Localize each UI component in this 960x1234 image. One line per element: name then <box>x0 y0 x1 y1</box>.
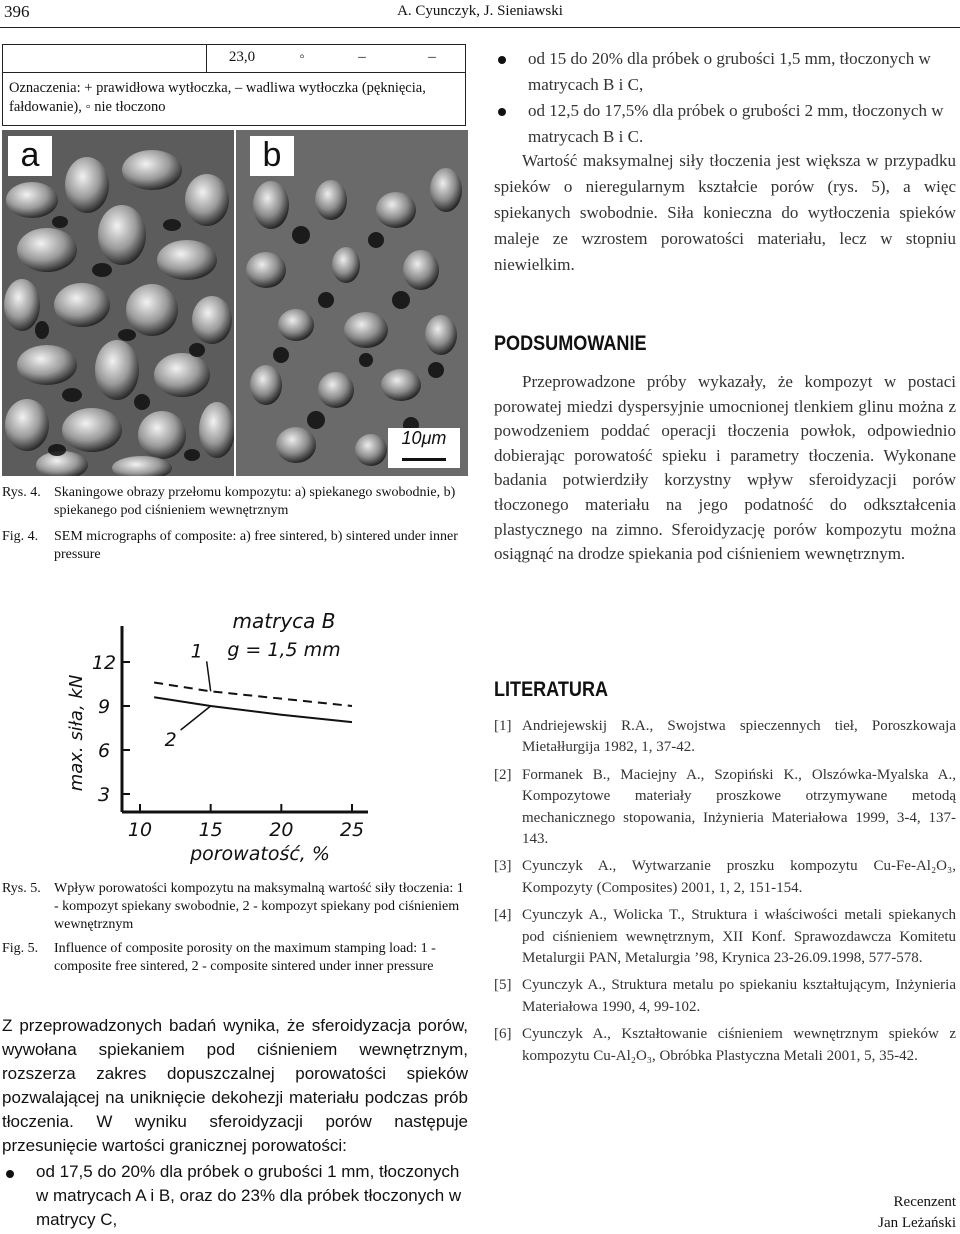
series-callout-line <box>181 706 211 730</box>
reference-list <box>494 716 956 1073</box>
table-legend-note: Oznaczenia: + prawidłowa wytłoczka, – wadliwa wytłoczka (pęknięcia, fałdowanie), ◦ nie tłoczono <box>9 80 426 115</box>
reference-item <box>494 856 956 899</box>
reference-text: Formanek B., Maciejny A., Szopiński K., Olszówka-Myalska A., Kompozytowe materiały proszkowe otrzymywane metodą mechanicznego stopowania, Inżynieria Materiałowa 1999, 3-4, 137-143. <box>522 766 956 848</box>
list-item-text: od 12,5 do 17,5% dla próbek o grubości 2 mm, tłoczonych w matrycach B i C. <box>528 101 944 146</box>
y-tick-label: 3 <box>97 784 111 806</box>
reference-number: [1] <box>494 718 512 734</box>
list-item <box>2 1160 468 1232</box>
scale-label: 10μm <box>401 428 447 448</box>
y-tick-label: 12 <box>91 652 117 674</box>
reviewer-label: Recenzent <box>893 1194 956 1210</box>
reference-item <box>494 716 956 759</box>
reference-text: Cyunczyk A., Wytwarzanie proszku kompozytu Cu-Fe-Al₂O₃, Kompozyty (Composites) 2001, 1, 2, 151-154. <box>522 858 956 896</box>
figure4-caption-en <box>2 528 468 564</box>
page-header <box>0 0 960 28</box>
porosity-force-chart <box>40 598 380 870</box>
table-cell: ◦ <box>299 49 305 65</box>
caption-label: Rys. 4. <box>2 485 41 500</box>
y-tick-label: 9 <box>97 696 111 718</box>
bullet-dot-icon <box>498 108 506 116</box>
right-bullet-list <box>494 46 956 150</box>
sem-micrograph-b <box>236 130 468 476</box>
table-cell-empty <box>3 45 207 73</box>
series-callout-line <box>207 661 211 691</box>
left-paragraph: Z przeprowadzonych badań wynika, że sferoidyzacja porów, wywołana spiekaniem pod ciśnieniem wewnętrznym, rozszerza zakres dopuszczalnej porowatości spieków pozwalającej na uniknięcie dekohezji materiału podczas prób tłoczenia. W wyniku sferoidyzacji porów następuje przesunięcie wartości granicznej porowatości: <box>2 1016 468 1155</box>
reference-number: [5] <box>494 977 512 994</box>
reference-text: Cyunczyk A., Struktura metalu po spiekaniu kształtującym, Inżynieria Materiałowa 1990, 4, 99-102. <box>522 977 956 1015</box>
reviewer-name: Jan Leżański <box>878 1215 956 1231</box>
reference-text: Cyunczyk A., Wolicka T., Struktura i właściwości metali spiekanych pod ciśnieniem wewnętrznym, XII Konf. Sprawozdawcza Komitetu Metalurgii PAN, Metalurgia ’98, Krynica 23-26.09.1998, 577-578. <box>522 907 956 967</box>
series-line-2 <box>154 697 352 722</box>
section-heading-summary: PODSUMOWANIE <box>494 332 647 355</box>
x-tick-label: 10 <box>127 819 153 841</box>
summary-paragraph: Przeprowadzone próby wykazały, że kompozyt w postaci porowatej miedzi dyspersyjnie umocnionej tlenkiem glinu można z powodzeniem poddać operacji tłoczenia powłok, odpowiednio dobierając porowatość spieku i parametry tłoczenia. Wykonane badania potwierdziły korzystny wpływ sferoidyzacji porów tłoczonego materiału na jego podatność do odkształcenia plastycznego na zimno. Sferoidyzację porów kompozytu można osiągnąć na drodze spiekania pod ciśnieniem wewnętrznym. <box>494 372 956 564</box>
caption-text: Skaningowe obrazy przełomu kompozytu: a) spiekanego swobodnie, b) spiekanego pod ciśnieniem wewnętrznym <box>54 485 456 518</box>
caption-text: Wpływ porowatości kompozytu na maksymalną wartość siły tłoczenia: 1 - kompozyt spiekany swobodnie, 2 - kompozyt spiekany pod ciśnieniem wewnętrznym <box>54 881 464 932</box>
table-cell: 23,0 <box>228 49 256 65</box>
x-tick-label: 20 <box>269 819 294 841</box>
reference-number: [3] <box>494 858 512 875</box>
series-label: 2 <box>164 729 177 751</box>
reference-item <box>494 1024 956 1067</box>
x-tick-label: 15 <box>198 819 223 841</box>
reference-item <box>494 975 956 1018</box>
list-item-text: od 15 do 20% dla próbek o grubości 1,5 mm, tłoczonych w matrycach B i C, <box>528 49 931 94</box>
reference-number: [2] <box>494 766 512 783</box>
figure5-caption-pl <box>2 880 468 934</box>
chart-subtitle: g = 1,5 mm <box>227 639 341 661</box>
table-fragment <box>2 44 466 126</box>
x-axis-label: porowatość, % <box>190 843 330 865</box>
reference-item <box>494 905 956 969</box>
bullet-dot-icon <box>498 56 506 64</box>
reference-text: Andriejewskij R.A., Swojstwa spieczennych tieł, Poroszkowaja Mietałłurgija 1982, 1, 37-42. <box>522 718 956 756</box>
figure4-caption-pl <box>2 484 468 520</box>
chart-title: matryca B <box>232 609 336 633</box>
y-axis-label: max. siła, kN <box>66 674 87 792</box>
caption-label: Fig. 5. <box>2 941 39 956</box>
list-item-text: od 17,5 do 20% dla próbek o grubości 1 mm, tłoczonych w matrycach A i B, oraz do 23% dla próbek tłoczonych w matrycy C, <box>36 1162 462 1229</box>
section-heading-literature: LITERATURA <box>494 678 609 701</box>
y-tick-label: 6 <box>97 740 111 762</box>
scale-bar <box>388 428 460 468</box>
left-bullet-list <box>2 1160 468 1232</box>
reference-text: Cyunczyk A., Kształtowanie ciśnieniem wewnętrznym spieków z kompozytu Cu-Al₂O₃, Obróbka Plastyczna Metali 2001, 5, 35-42. <box>522 1026 956 1064</box>
table-row <box>3 45 465 73</box>
x-tick-label: 25 <box>339 819 365 841</box>
micrograph-texture-a <box>2 130 234 476</box>
bullet-dot-icon <box>6 1170 14 1178</box>
list-item <box>494 46 956 98</box>
figure5-caption-en <box>2 940 468 976</box>
reference-number: [4] <box>494 907 512 924</box>
reviewer-block <box>878 1192 956 1234</box>
scale-bar-line <box>402 458 446 461</box>
panel-label-a: a <box>8 136 52 176</box>
series-label: 1 <box>190 640 203 663</box>
caption-label: Rys. 5. <box>2 881 41 896</box>
table-cell: – <box>358 49 366 65</box>
reference-item <box>494 765 956 851</box>
micrograph-texture-b <box>236 130 468 476</box>
panel-label-b: b <box>250 136 294 176</box>
sem-micrograph-a <box>2 130 234 476</box>
reference-number: [6] <box>494 1026 512 1043</box>
running-head: A. Cyunczyk, J. Sieniawski <box>397 3 563 19</box>
results-paragraph: Wartość maksymalnej siły tłoczenia jest większa w przypadku spieków o nieregularnym kształcie porów (rys. 5), a więc spiekanych swobodnie. Siła konieczna do wytłoczenia spieków maleje ze wzrostem porowatości materiału, lecz w stopniu niewielkim. <box>494 151 956 274</box>
caption-text: Influence of composite porosity on the maximum stamping load: 1 - composite free sintered, 2 - composite sintered under inner pressure <box>54 941 436 974</box>
caption-text: SEM micrographs of composite: a) free sintered, b) sintered under inner pressure <box>54 529 458 562</box>
caption-label: Fig. 4. <box>2 529 39 544</box>
page-number: 396 <box>4 2 30 21</box>
list-item <box>494 98 956 150</box>
table-cell: – <box>428 49 436 65</box>
